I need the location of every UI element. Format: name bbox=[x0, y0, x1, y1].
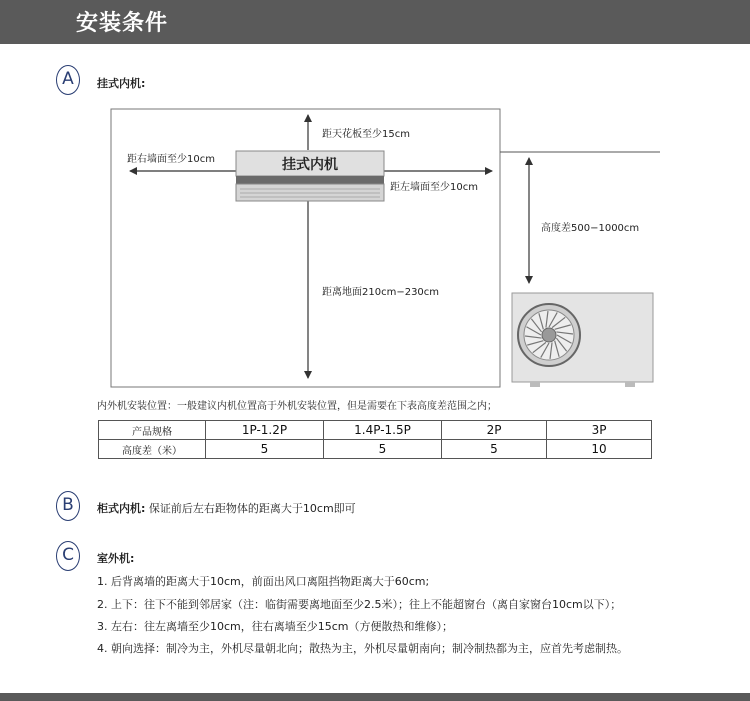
table-row-label: 高度差（米） bbox=[99, 440, 206, 459]
outdoor-requirement-item: 2. 上下：往下不能到邻居家（注：临街需要离地面至少2.5米）；往上不能超窗台（离自家窗台10cm以下）； bbox=[97, 598, 622, 611]
floor-distance-label: 距离地面210cm−230cm bbox=[322, 287, 440, 298]
indoor-unit-label: 挂式内机 bbox=[282, 157, 338, 173]
installation-position-note: 内外机安装位置：一般建议内机位置高于外机安装位置，但是需要在下表高度差范围之内； bbox=[97, 401, 497, 412]
section-c-title: 室外机: bbox=[97, 552, 135, 565]
table-column-header: 3P bbox=[547, 421, 652, 440]
height-diff-label: 高度差500−1000cm bbox=[541, 223, 640, 234]
table-column-header: 2P bbox=[442, 421, 547, 440]
section-b-title: 柜式内机: 保证前后左右距物体的距离大于10cm即可 bbox=[97, 502, 356, 515]
ceiling-distance-label: 距天花板至少15cm bbox=[322, 129, 410, 140]
table-header-label: 产品规格 bbox=[99, 421, 206, 440]
height-diff-table bbox=[98, 420, 652, 459]
table-cell: 10 bbox=[547, 440, 652, 459]
table-cell: 5 bbox=[324, 440, 442, 459]
table-cell: 5 bbox=[206, 440, 324, 459]
table-row bbox=[99, 440, 652, 459]
table-cell: 5 bbox=[442, 440, 547, 459]
table-column-header: 1P-1.2P bbox=[206, 421, 324, 440]
outdoor-requirement-item: 4. 朝向选择：制冷为主，外机尽量朝北向；散热为主，外机尽量朝南向；制冷制热都为主，应首先考虑制热。 bbox=[97, 642, 628, 655]
section-c-badge: C bbox=[56, 541, 80, 571]
outdoor-unit-illustration bbox=[512, 293, 653, 387]
left-wall-distance-label: 距左墙面至少10cm bbox=[390, 182, 478, 193]
table-row bbox=[99, 421, 652, 440]
section-b-text: 保证前后左右距物体的距离大于10cm即可 bbox=[148, 502, 356, 515]
page-footer-bar bbox=[0, 693, 750, 701]
outdoor-requirement-item: 3. 左右：往左离墙至少10cm，往右离墙至少15cm（方便散热和维修）； bbox=[97, 620, 454, 633]
section-a-badge: A bbox=[56, 65, 80, 95]
table-column-header: 1.4P-1.5P bbox=[324, 421, 442, 440]
outdoor-requirement-item: 1. 后背离墙的距离大于10cm，前面出风口离阻挡物距离大于60cm; bbox=[97, 575, 430, 588]
page-title: 安装条件 bbox=[76, 11, 169, 36]
right-wall-distance-label: 距右墙面至少10cm bbox=[127, 154, 215, 165]
section-b-badge: B bbox=[56, 491, 80, 521]
section-a-title: 挂式内机: bbox=[97, 77, 146, 90]
